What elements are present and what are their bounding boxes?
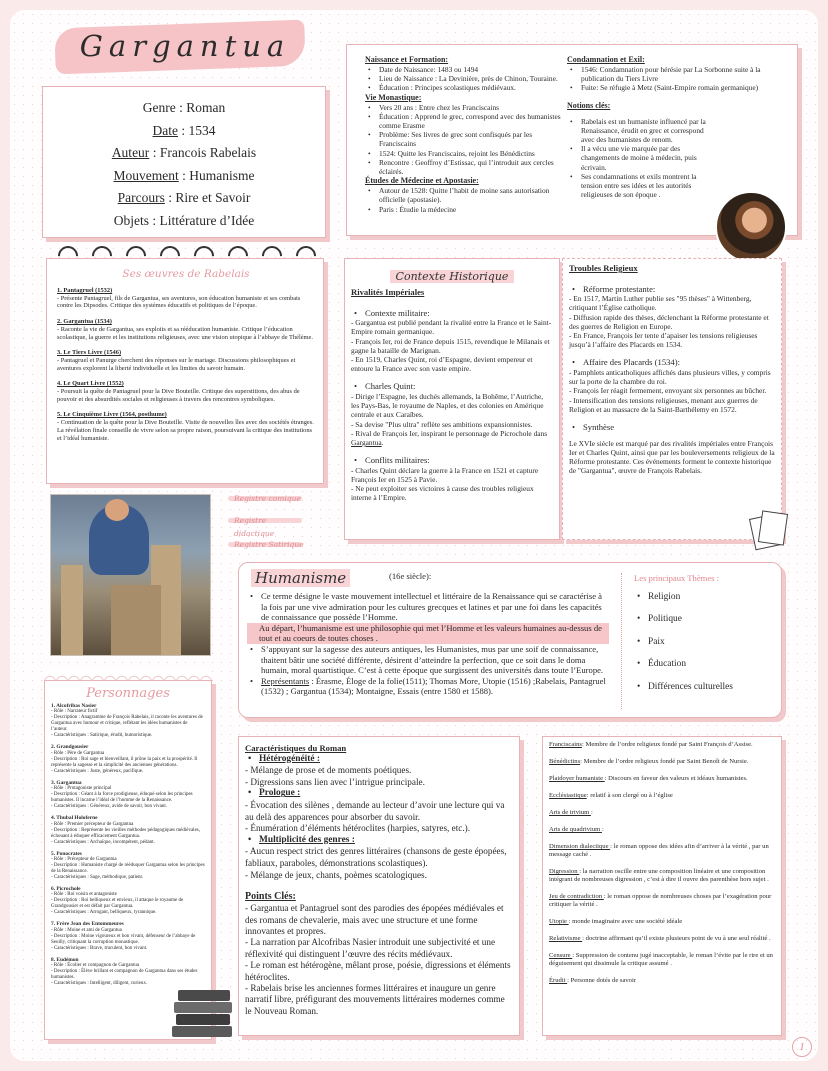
heterogeneite-title: • Hétérogénéité :: [245, 754, 513, 766]
vie-list: [365, 103, 565, 177]
vocab-colon: :: [572, 952, 575, 959]
info-separator: :: [164, 190, 176, 205]
personnage-name: 8. Eudémon: [51, 956, 79, 963]
heterogeneite-text: - Mélange de prose et de moments poétiques. - Digressions sans lien avec l’intrigue principale.: [245, 765, 425, 787]
vocab-def: la narration oscille entre une composition linéaire et une composition intégrant de nombreuses digression , c’est à dire il ouvre des parenthèse hors sujet .: [549, 868, 769, 883]
themes-title: Les principaux Thèmes :: [634, 573, 720, 583]
vocab-def: Discours en faveur des valeurs et idéaux humanistes.: [606, 775, 748, 782]
quint-link: Gargantua: [351, 438, 382, 448]
conflits-text: - Charles Quint déclare la guerre à la France en 1521 et capture François Ier en 1525 à Pavie. - Ne peut exploiter ses victoires à cause des troubles religieux interne à l’Empire.: [351, 465, 539, 503]
list-item: • Paix: [634, 637, 773, 648]
info-line: [49, 165, 319, 188]
page-title: Gargantua: [79, 29, 291, 63]
vocab-def: Suppression de contenu jugé inacceptable, le roman l’évite par le rire et un déguisement qui dissimule la critique assumé .: [549, 952, 773, 967]
oeuvre-desc: - Continuation de la quête pour la Dive Bouteille. Visite de nouvelles îles avec des sociétés étranges. La révélation finale conseille de vivre selon sa propre raison, poursuivant la critique des institutions et l’idéal humaniste.: [57, 419, 314, 442]
vocab-def: Membre de l’ordre religieux fondé par Saint François d’Assise.: [583, 741, 753, 748]
personnage-desc: - Rôle : Premier précepteur de Gargantua - Description : Représente les vieilles méthodes pédagogiques médiévales, échouant à éduquer efficacement Gargantua. - Caractéristiques : Archaïque, incompétent, pédant.: [51, 821, 200, 845]
rivalites-title: Rivalités Impériales: [351, 287, 425, 297]
oeuvres-list: [57, 287, 315, 442]
personnage-desc: - Rôle : Roi voisin et antagoniste - Description : Roi belliqueux et envieux, il attaque le royaume de Grandgousier et est défait par Gargantua. - Caractéristiques : Arrogant, belliqueux, tyrannique.: [51, 892, 184, 916]
list-item: • Il a vécu une vie marquée par des changements de moine à médecin, puis écrivain.: [567, 144, 719, 172]
representants-label: Représentants: [261, 675, 310, 686]
naissance-list: [365, 65, 565, 93]
vocab-def: doctrine affirmant qu’il existe plusieurs point de vu à une seul réalité .: [584, 935, 771, 942]
gargantua-painting: [50, 494, 211, 656]
list-item: • Problème: Ses livres de grec sont confisqués par les Franciscains: [365, 130, 565, 148]
personnage-item: [51, 851, 205, 881]
quint-text: - Dirige l’Espagne, les duchés allemands, la Bohême, l’Autriche, les Pays-Bas, le royaume de Naples, et des colonies en Amérique centrale et aux Caraïbes. - Sa devise "Plus ultra" reflète ses ambitions expansionnistes. - Rival de François Ier, inspirant le personnage de Picrochole dans: [351, 392, 548, 438]
oeuvre-desc: - Pantagruel et Panurge cherchent des réponses sur le mariage. Discussions philosophiques et aventures explorent la liberté individuelle et les limites du savoir humain.: [57, 356, 296, 372]
oeuvre-item: [57, 287, 315, 310]
personnage-item: [51, 780, 205, 810]
info-list: [49, 97, 319, 232]
list-item: • Différences culturelles: [634, 682, 773, 693]
info-label: Objets: [113, 212, 149, 228]
personnage-item: [51, 886, 205, 916]
humanisme-sagesse: • S’appuyant sur la sagesse des auteurs antiques, les Humanistes, mus par une soif de connaissance, thaitent bâtir une société différente, désirent d’atteindre la perfection, que ce soit dans le doma humain, moral quartistique. C’est à cette époque que surgissent des universités dans toute l’Europe.: [247, 644, 609, 676]
personnage-name: 7. Frère Jean des Entommeures: [51, 921, 124, 928]
list-item: • Rencontre : Geoffroy d’Estissac, qui l’introduit aux cercles éclairés.: [365, 158, 565, 176]
personnage-item: [51, 957, 205, 987]
personnages-box: [44, 680, 212, 1040]
info-value: Roman: [186, 100, 226, 115]
info-separator: :: [148, 212, 160, 228]
vocab-def: relatif à son clergé ou à l’église: [588, 792, 673, 799]
oeuvre-desc: - Poursuit la quête de Pantagruel pour la Dive Bouteille. Critique des superstitions, des abus de pouvoir et des absurdités sociales et religieuses à travers des rencontres symboliques.: [57, 388, 300, 403]
etudes-list: [365, 186, 565, 214]
list-item: • Paris : Étudie la médecine: [365, 205, 565, 214]
list-item: • Ses condamnations et exils montrent la tension entre ses idées et les autorités religieuses de son époque .: [567, 172, 719, 200]
list-item: • Rabelais est un humaniste influencé par la Renaissance, érudit en grec et correspond avec des humanistes de renom.: [567, 117, 719, 145]
vocab-term: Relativisme: [549, 935, 583, 942]
oeuvre-name: 4. Le Quart Livre (1552): [57, 380, 124, 388]
registre-tag: Registre comique: [228, 492, 308, 505]
list-item: • 1524: Quitte les Franciscains, rejoint les Bénédictins: [365, 149, 565, 158]
registre-tag: Registre didactique: [228, 514, 308, 527]
oeuvre-name: 2. Gargantua (1534): [57, 318, 112, 326]
vocab-list: [549, 741, 775, 985]
page-number: 1: [792, 1037, 812, 1057]
condamnation-title: Condamnation et Exil:: [567, 55, 645, 64]
vocab-term: Dimension dialectique: [549, 843, 611, 850]
vocab-term: Érudit: [549, 977, 568, 984]
personnage-item: [51, 744, 205, 774]
info-line: [49, 120, 319, 143]
vocab-def: Membre de l’ordre religieux fondé par Saint Benoît de Nursie.: [581, 758, 749, 765]
vocab-colon: :: [603, 893, 606, 900]
personnages-title: Personnages: [86, 686, 170, 701]
personnage-desc: - Rôle : Narrateur fictif - Description : Anagramme de François Rabelais, il raconte les aventures de Gargantua avec humour et critique, reflétant les idées humanistes de l’auteur. - Caractéristiques : Satirique, érudit, humoristique.: [51, 709, 203, 739]
conflits-title: • Conflits militaires:: [351, 455, 553, 466]
list-item: • Vers 20 ans : Entre chez les Franciscains: [365, 103, 565, 112]
vocab-term: Franciscains: [549, 741, 582, 748]
prologue-title: • Prologue :: [245, 788, 513, 800]
personnage-desc: - Rôle : Moine et ami de Gargantua - Description : Moine vigoureux et bon vivant, défenseur de l’abbaye de Seuilly, critiquant la corruption monastique. - Caractéristiques : Brave, truculent, bon vivant.: [51, 927, 196, 951]
personnage-desc: - Rôle : Père de Gargantua - Description : Roi sage et bienveillant, il prône la paix et la prospérité. Il représente la sagesse et la simplicité des anciennes générations. - Caractéristiques : Juste, généreux, pacifique.: [51, 750, 198, 774]
personnage-item: [51, 815, 205, 845]
themes-list: [634, 592, 773, 693]
multiplicite-text: - Aucun respect strict des genres littéraires (chansons de geste épopées, fabliaux, paraboles, démonstrations scolastiques). - Mélange de jeux, chants, poèmes scatologiques.: [245, 846, 507, 880]
oeuvres-box: [46, 258, 324, 484]
info-label: Genre: [142, 100, 176, 115]
points-text: - Gargantua et Pantagruel sont des parodies des épopées médiévales et des romans de chevalerie, mais avec une structure et une forme innovantes et propres. - La narration par Alcofribas Nasier introduit une subjectivité et une réflexivité qui distinguent l’œuvre des récits médiévaux. - Le roman est hétérogène, mêlant prose, poésie, digressions et éléments hétéroclites. - Rabelais brise les anciennes formes littéraires et inaugure un genre narratif libre, préfigurant des mouvements littéraires modernes comme le Nouveau Roman.: [245, 903, 511, 1016]
vocab-colon: :: [567, 977, 569, 984]
oeuvre-desc: - Présente Pantagruel, fils de Gargantua, ses aventures, son éducation humaniste et ses combats contre les Dipsodes. Critique des systèmes éducatifs et politiques de l’époque.: [57, 294, 301, 310]
personnage-desc: - Rôle : Protagoniste principal - Description : Géant à la force prodigieuse, éduqué selon les principes humanistes. Il incarne l’idéal de l’homme de la Renaissance. - Caractéristiques : Généreux, avide de savoir, bon vivant.: [51, 786, 193, 810]
placards-title: • Affaire des Placards (1534):: [569, 357, 775, 368]
registre-tag: Registre Satirique: [228, 538, 308, 551]
naissance-title: Naissance et Formation:: [365, 55, 449, 64]
info-value: Rire et Savoir: [175, 190, 251, 205]
personnage-item: [51, 703, 205, 739]
oeuvres-title: Ses œuvres de Rabelais: [122, 268, 250, 280]
vocab-colon: :: [582, 935, 584, 942]
oeuvre-item: [57, 380, 315, 403]
points-title: Points Clés:: [245, 891, 296, 903]
vocab-item: [549, 893, 775, 909]
list-item: • Date de Naissance: 1483 ou 1494: [365, 65, 565, 74]
personnage-name: 3. Gargantua: [51, 779, 82, 786]
vocab-item: [549, 868, 775, 884]
oeuvre-item: [57, 349, 315, 372]
troubles-box: [562, 258, 782, 540]
personnage-name: 1. Alcofribas Nasier: [51, 703, 97, 709]
prologue-text: - Évocation des silènes , demande au lecteur d’avoir une lecture qui va au delà des apparences pour absorber du savoir. - Énumération d’éléments hétéroclites (harpies, satyres, etc.).: [245, 799, 505, 834]
info-value: Francois Rabelais: [159, 145, 257, 160]
synthese-title: • Synthèse: [569, 422, 775, 433]
personnage-item: [51, 921, 205, 951]
vocab-term: Censure: [549, 952, 573, 959]
vocab-item: [549, 758, 775, 766]
info-separator: :: [178, 167, 190, 183]
vie-title: Vie Monastique:: [365, 92, 422, 102]
contexte-title: Contexte Historique: [390, 270, 515, 283]
info-label: Parcours: [117, 190, 165, 205]
humanisme-title: Humanisme: [251, 569, 350, 587]
info-value: Humanisme: [189, 167, 255, 183]
info-separator: :: [175, 100, 187, 115]
oeuvre-item: [57, 411, 315, 442]
humanisme-box: [238, 562, 782, 718]
quint-title: • Charles Quint:: [351, 381, 553, 392]
personnage-desc: - Rôle : Précepteur de Gargantua - Description : Humaniste chargé de rééduquer Gargantua selon les principes de la Renaissance. - Caractéristiques : Sage, méthodique, patient.: [51, 857, 205, 881]
roman-box: [238, 736, 520, 1036]
vocab-colon: :: [601, 826, 604, 833]
vocab-term: Bénédictins: [549, 758, 581, 765]
info-value: Littérature d’Idée: [159, 212, 255, 228]
papers-icon: [752, 510, 788, 552]
militaire-title: • Contexte militaire:: [351, 308, 553, 319]
personnage-name: 2. Grandgousier: [51, 744, 89, 751]
info-label: Date: [152, 122, 178, 138]
info-value: 1534: [188, 122, 216, 138]
vocab-item: [549, 843, 775, 859]
info-separator: :: [177, 122, 189, 138]
personnage-name: 6. Picrochole: [51, 886, 81, 893]
humanisme-siecle: (16e siècle):: [389, 571, 432, 581]
multiplicite-title: • Multiplicité des genres :: [245, 835, 513, 847]
list-item: • Politique: [634, 614, 773, 625]
vocab-colon: :: [604, 775, 607, 782]
rabelais-portrait: [715, 191, 787, 263]
humanisme-definition: • Ce terme désigne le vaste mouvement intellectuel et littéraire de la Renaissance qui se caractérise à la fois par une vive admiration pour les cultures grecques et latines et par une foi dans les capacités de connaissance que possède l’Homme.: [247, 591, 609, 623]
reforme-title: • Réforme protestante:: [569, 284, 775, 295]
vocab-def: Personne dotés de savoir: [568, 977, 637, 984]
vocab-term: Arts de trivium: [549, 809, 591, 816]
books-icon: [172, 990, 234, 1046]
list-item: • Éducation : Apprend le grec, correspond avec des humanistes comme Erasme: [365, 112, 565, 130]
militaire-text: - Gargantua est publié pendant la rivalité entre la France et le Saint-Empire romain germanique. - François Ier, roi de France depuis 1515, revendique le Milanais et gagne la bataille de Marignan. - En 1519, Charles Quint, roi d’Espagne, devient empereur et entoure la France avec son vaste empire.: [351, 318, 552, 374]
vocab-term: Ecclésiastique: [549, 792, 587, 799]
info-label: Auteur: [111, 145, 150, 160]
personnages-list: [51, 703, 205, 987]
vocab-colon: :: [590, 809, 593, 816]
vocab-colon: :: [579, 868, 582, 875]
placards-text: - Pamphlets anticatholiques affichés dans plusieurs villes, y compris sur la porte de la chambre du roi. - François Ier réagit fermement, envoyant six personnes au bûcher. - Intensification des tensions religieuses, menant aux guerres de Religion et au massacre de la Saint-Barthélemy en 1572.: [569, 368, 771, 414]
biography-box: [346, 44, 798, 236]
vocab-item: [549, 792, 775, 800]
etudes-title: Études de Médecine et Apostasie:: [365, 176, 479, 186]
vocab-item: [549, 977, 775, 985]
roman-title: Caractéristiques du Roman: [245, 743, 347, 753]
representants-text: : Érasme, Éloge de la folie(1511); Thomas More, Utopie (1516) ;Rabelais, Pantagruel (1532) ; Gargantua (1534); Montaigne, Essais (entre 1580 et 1588).: [261, 675, 606, 697]
synthese-text: Le XVIe siècle est marqué par des rivalités impériales entre François Ier et Charles Quint, ainsi que par les bouleversements religieux de la Réforme protestante. Ces événements forment le contexte historique de "Gargantua", œuvre de François Rabelais.: [569, 438, 775, 476]
list-item: • 1546: Condamnation pour hérésie par La Sorbonne suite à la publication du Tiers Livre: [567, 65, 789, 83]
vocab-item: [549, 935, 775, 943]
vocab-item: [549, 826, 775, 834]
humanisme-highlight: Au départ, l’humanisme est une philosophie qui met l’Homme et les valeurs humaines au-dessus de tout et au coeurs de toutes choses .: [247, 623, 609, 644]
list-item: • Autour de 1528: Quitte l’habit de moine sans autorisation officielle (apostasie).: [365, 186, 565, 204]
vocab-colon: :: [581, 741, 584, 748]
oeuvre-name: 5. Le Cinquième Livre (1564, posthume): [57, 411, 167, 419]
reforme-text: - En 1517, Martin Luther publie ses "95 thèses" à Wittenberg, critiquant l’Église catholique. - Diffusion rapide des thèses, déclenchant la Réforme protestante et des guerres de Religion en Europe. - En France, François Ier tente d’apaiser les tensions religieuses jusqu’à l’affaire des Placards en 1534.: [569, 294, 769, 350]
info-line: [49, 187, 319, 210]
vocab-colon: :: [586, 792, 589, 799]
notions-list: [567, 117, 789, 200]
vocab-colon: :: [610, 843, 613, 850]
list-item: • Lieu de Naissance : La Devinière, près de Chinon, Touraine.: [365, 74, 565, 83]
info-label: Mouvement: [113, 167, 179, 183]
vocab-colon: :: [580, 758, 582, 765]
vocab-term: Plaidoyer humaniste: [549, 775, 605, 782]
list-item: • Éducation: [634, 659, 773, 670]
troubles-title: Troubles Religieux: [569, 263, 638, 273]
info-box: [42, 86, 326, 238]
info-line: [49, 97, 319, 120]
vocab-term: Jeu de contradiction: [549, 893, 604, 900]
info-line: [49, 142, 319, 165]
personnage-desc: - Rôle : Écolier et compagnon de Gargantua - Description : Élève brillant et compagnon de Gargantua dans ses études humanistes. - Caractéristiques : Intelligent, diligent, curieux.: [51, 963, 198, 987]
oeuvre-name: 3. Le Tiers Livre (1546): [57, 349, 122, 357]
vocabulary-box: [542, 736, 782, 1036]
vocab-item: [549, 952, 775, 968]
personnage-name: 5. Ponocrates: [51, 850, 82, 857]
vocab-def: le roman oppose de nombreuses choses par l’exagération pour critiquer la vérité .: [549, 893, 772, 908]
vocab-def: le roman oppose des idées afin d’arriver à la vérité , par un message caché .: [549, 843, 769, 858]
vocab-def: monde imaginaire avec une société idéale: [570, 918, 683, 925]
notions-title: Notions clés:: [567, 100, 611, 110]
info-separator: :: [149, 145, 160, 160]
list-item: • Fuite: Se réfugie à Metz (Saint-Empire romain germanique): [567, 83, 789, 92]
condamnation-list: [567, 65, 789, 93]
list-item: • Éducation : Principes scolastiques médiévaux.: [365, 83, 565, 92]
vocab-colon: :: [568, 918, 571, 925]
oeuvre-item: [57, 318, 315, 341]
vocab-item: [549, 809, 775, 817]
oeuvre-desc: - Raconte la vie de Gargantua, ses exploits et sa rééducation humaniste. Critique l’éducation scolastique, la guerre et les institutions religieuses, avec une vision utopique à l’abbaye de Thélème.: [57, 325, 313, 341]
list-item: • Religion: [634, 592, 773, 603]
vocab-item: [549, 741, 775, 749]
vocab-item: [549, 918, 775, 926]
vocab-term: Arts de quadrivium: [549, 826, 602, 833]
vocab-term: Utopie: [549, 918, 569, 925]
info-line: [49, 210, 319, 233]
oeuvre-name: 1. Pantagruel (1532): [57, 287, 113, 294]
personnage-name: 4. Thubal Holoferne: [51, 815, 98, 822]
contexte-box: Contexte Historique Rivalités Impériales • Contexte militaire: - Gargantua est publié pendant la rivalité entre la France et le Saint-Empire romain germanique. - François Ier, roi de France depuis 1515, revendique le Milanais et gagne la bataille de Marignan. - En 1519, Charles Quint, roi d’Espagne, devient empereur et entoure la France avec son vaste empire. • Charles Quint: - Dirige l’Espagne, les duchés allemands, la Bohême, l’Autriche, les Pays-Bas, le royaume de Naples, et des colonies en Amérique centrale et aux Caraïbes. - Sa devise "Plus ultra" reflète ses ambitions expansionnistes. - Rival de François Ier, inspirant le personnage de Picrochole dans Gargantua. • Conflits militaires: - Charles Quint déclare la guerre à la France en 1521 et capture François Ier en 1525 à Pavie. - Ne peut exploiter ses victoires à cause des troubles religieux interne à l’Empire.: [344, 258, 560, 540]
vocab-item: [549, 775, 775, 783]
vocab-term: Digression: [549, 868, 580, 875]
